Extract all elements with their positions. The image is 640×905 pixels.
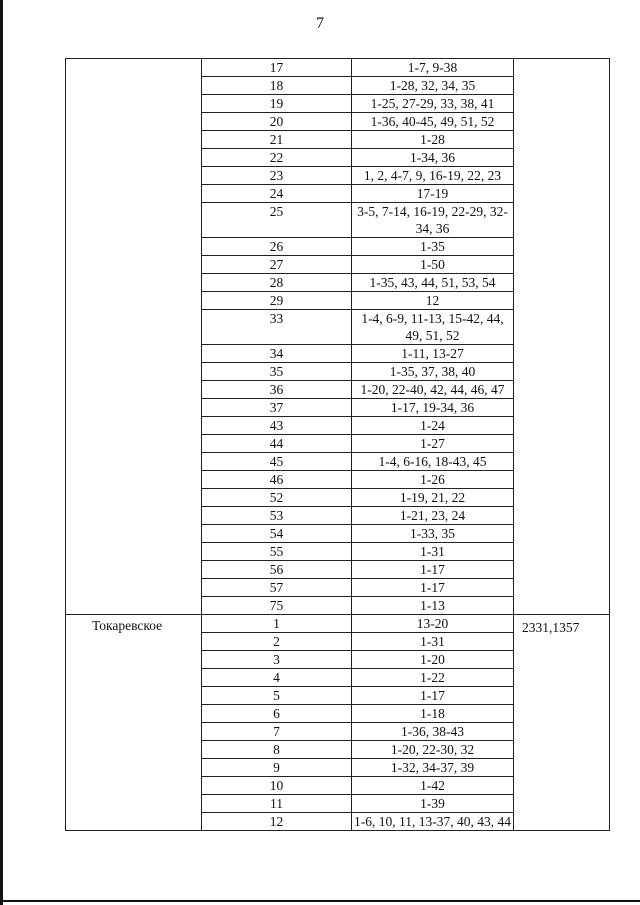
block-number-cell: 19 bbox=[202, 95, 352, 113]
plot-numbers-cell: 1-35 bbox=[352, 238, 514, 256]
plot-numbers-cell: 1-20, 22-30, 32 bbox=[352, 741, 514, 759]
plot-numbers-cell: 1-20 bbox=[352, 651, 514, 669]
block-number-cell: 7 bbox=[202, 723, 352, 741]
plot-numbers-cell: 1-17, 19-34, 36 bbox=[352, 399, 514, 417]
plot-numbers-cell: 1-22 bbox=[352, 669, 514, 687]
plot-numbers-cell: 1-35, 43, 44, 51, 53, 54 bbox=[352, 274, 514, 292]
block-number-cell: 8 bbox=[202, 741, 352, 759]
plot-numbers-cell: 1-20, 22-40, 42, 44, 46, 47 bbox=[352, 381, 514, 399]
block-number-cell: 28 bbox=[202, 274, 352, 292]
plot-numbers-cell: 1-33, 35 bbox=[352, 525, 514, 543]
block-number-cell: 1 bbox=[202, 615, 352, 633]
plot-numbers-cell: 1-34, 36 bbox=[352, 149, 514, 167]
block-number-cell: 23 bbox=[202, 167, 352, 185]
block-number-cell: 3 bbox=[202, 651, 352, 669]
block-number-cell: 21 bbox=[202, 131, 352, 149]
plot-numbers-cell: 1-35, 37, 38, 40 bbox=[352, 363, 514, 381]
plot-numbers-cell: 1-24 bbox=[352, 417, 514, 435]
block-number-cell: 46 bbox=[202, 471, 352, 489]
plot-numbers-cell: 1-50 bbox=[352, 256, 514, 274]
plot-numbers-cell: 1-11, 13-27 bbox=[352, 345, 514, 363]
block-number-cell: 56 bbox=[202, 561, 352, 579]
plot-numbers-cell: 3-5, 7-14, 16-19, 22-29, 32-34, 36 bbox=[352, 203, 514, 238]
block-number-cell: 22 bbox=[202, 149, 352, 167]
forestry-name-cell bbox=[66, 59, 202, 615]
block-number-cell: 75 bbox=[202, 597, 352, 615]
block-number-cell: 11 bbox=[202, 795, 352, 813]
block-number-cell: 55 bbox=[202, 543, 352, 561]
plot-numbers-cell: 1-36, 38-43 bbox=[352, 723, 514, 741]
block-number-cell: 18 bbox=[202, 77, 352, 95]
block-number-cell: 44 bbox=[202, 435, 352, 453]
plot-numbers-cell: 1-4, 6-16, 18-43, 45 bbox=[352, 453, 514, 471]
plot-numbers-cell: 1-36, 40-45, 49, 51, 52 bbox=[352, 113, 514, 131]
block-number-cell: 45 bbox=[202, 453, 352, 471]
plot-numbers-cell: 1-4, 6-9, 11-13, 15-42, 44, 49, 51, 52 bbox=[352, 310, 514, 345]
forestry-name-cell: Токаревское bbox=[66, 615, 202, 831]
block-number-cell: 33 bbox=[202, 310, 352, 345]
area-cell: 2331,1357 bbox=[514, 615, 610, 831]
block-number-cell: 26 bbox=[202, 238, 352, 256]
block-number-cell: 10 bbox=[202, 777, 352, 795]
block-number-cell: 25 bbox=[202, 203, 352, 238]
scan-edge-bottom bbox=[0, 900, 640, 902]
scan-edge-left bbox=[0, 0, 3, 905]
plot-numbers-cell: 12 bbox=[352, 292, 514, 310]
plot-numbers-cell: 1, 2, 4-7, 9, 16-19, 22, 23 bbox=[352, 167, 514, 185]
block-number-cell: 29 bbox=[202, 292, 352, 310]
plot-numbers-cell: 1-26 bbox=[352, 471, 514, 489]
block-number-cell: 57 bbox=[202, 579, 352, 597]
block-number-cell: 52 bbox=[202, 489, 352, 507]
plot-numbers-cell: 1-42 bbox=[352, 777, 514, 795]
block-number-cell: 24 bbox=[202, 185, 352, 203]
block-number-cell: 54 bbox=[202, 525, 352, 543]
plot-numbers-cell: 17-19 bbox=[352, 185, 514, 203]
block-number-cell: 27 bbox=[202, 256, 352, 274]
plot-numbers-cell: 1-31 bbox=[352, 543, 514, 561]
plot-numbers-cell: 1-17 bbox=[352, 687, 514, 705]
plot-numbers-cell: 1-19, 21, 22 bbox=[352, 489, 514, 507]
plot-numbers-cell: 1-27 bbox=[352, 435, 514, 453]
block-number-cell: 17 bbox=[202, 59, 352, 77]
block-number-cell: 43 bbox=[202, 417, 352, 435]
block-number-cell: 9 bbox=[202, 759, 352, 777]
block-number-cell: 35 bbox=[202, 363, 352, 381]
plot-numbers-cell: 1-31 bbox=[352, 633, 514, 651]
block-number-cell: 34 bbox=[202, 345, 352, 363]
plot-numbers-cell: 1-28, 32, 34, 35 bbox=[352, 77, 514, 95]
plot-numbers-cell: 1-7, 9-38 bbox=[352, 59, 514, 77]
forestry-plots-table bbox=[65, 58, 610, 831]
block-number-cell: 2 bbox=[202, 633, 352, 651]
block-number-cell: 36 bbox=[202, 381, 352, 399]
plot-numbers-cell: 1-39 bbox=[352, 795, 514, 813]
plot-numbers-cell: 13-20 bbox=[352, 615, 514, 633]
block-number-cell: 37 bbox=[202, 399, 352, 417]
area-cell bbox=[514, 59, 610, 615]
block-number-cell: 6 bbox=[202, 705, 352, 723]
table-row bbox=[66, 59, 610, 77]
plot-numbers-cell: 1-18 bbox=[352, 705, 514, 723]
plot-numbers-cell: 1-17 bbox=[352, 561, 514, 579]
block-number-cell: 12 bbox=[202, 813, 352, 831]
block-number-cell: 4 bbox=[202, 669, 352, 687]
plot-numbers-cell: 1-6, 10, 11, 13-37, 40, 43, 44 bbox=[352, 813, 514, 831]
plot-numbers-cell: 1-25, 27-29, 33, 38, 41 bbox=[352, 95, 514, 113]
block-number-cell: 5 bbox=[202, 687, 352, 705]
plot-numbers-cell: 1-32, 34-37, 39 bbox=[352, 759, 514, 777]
plot-numbers-cell: 1-28 bbox=[352, 131, 514, 149]
page-number: 7 bbox=[316, 15, 324, 32]
table-row bbox=[66, 615, 610, 633]
plot-numbers-cell: 1-13 bbox=[352, 597, 514, 615]
plot-numbers-cell: 1-17 bbox=[352, 579, 514, 597]
block-number-cell: 53 bbox=[202, 507, 352, 525]
block-number-cell: 20 bbox=[202, 113, 352, 131]
plot-numbers-cell: 1-21, 23, 24 bbox=[352, 507, 514, 525]
table-body bbox=[66, 59, 610, 831]
